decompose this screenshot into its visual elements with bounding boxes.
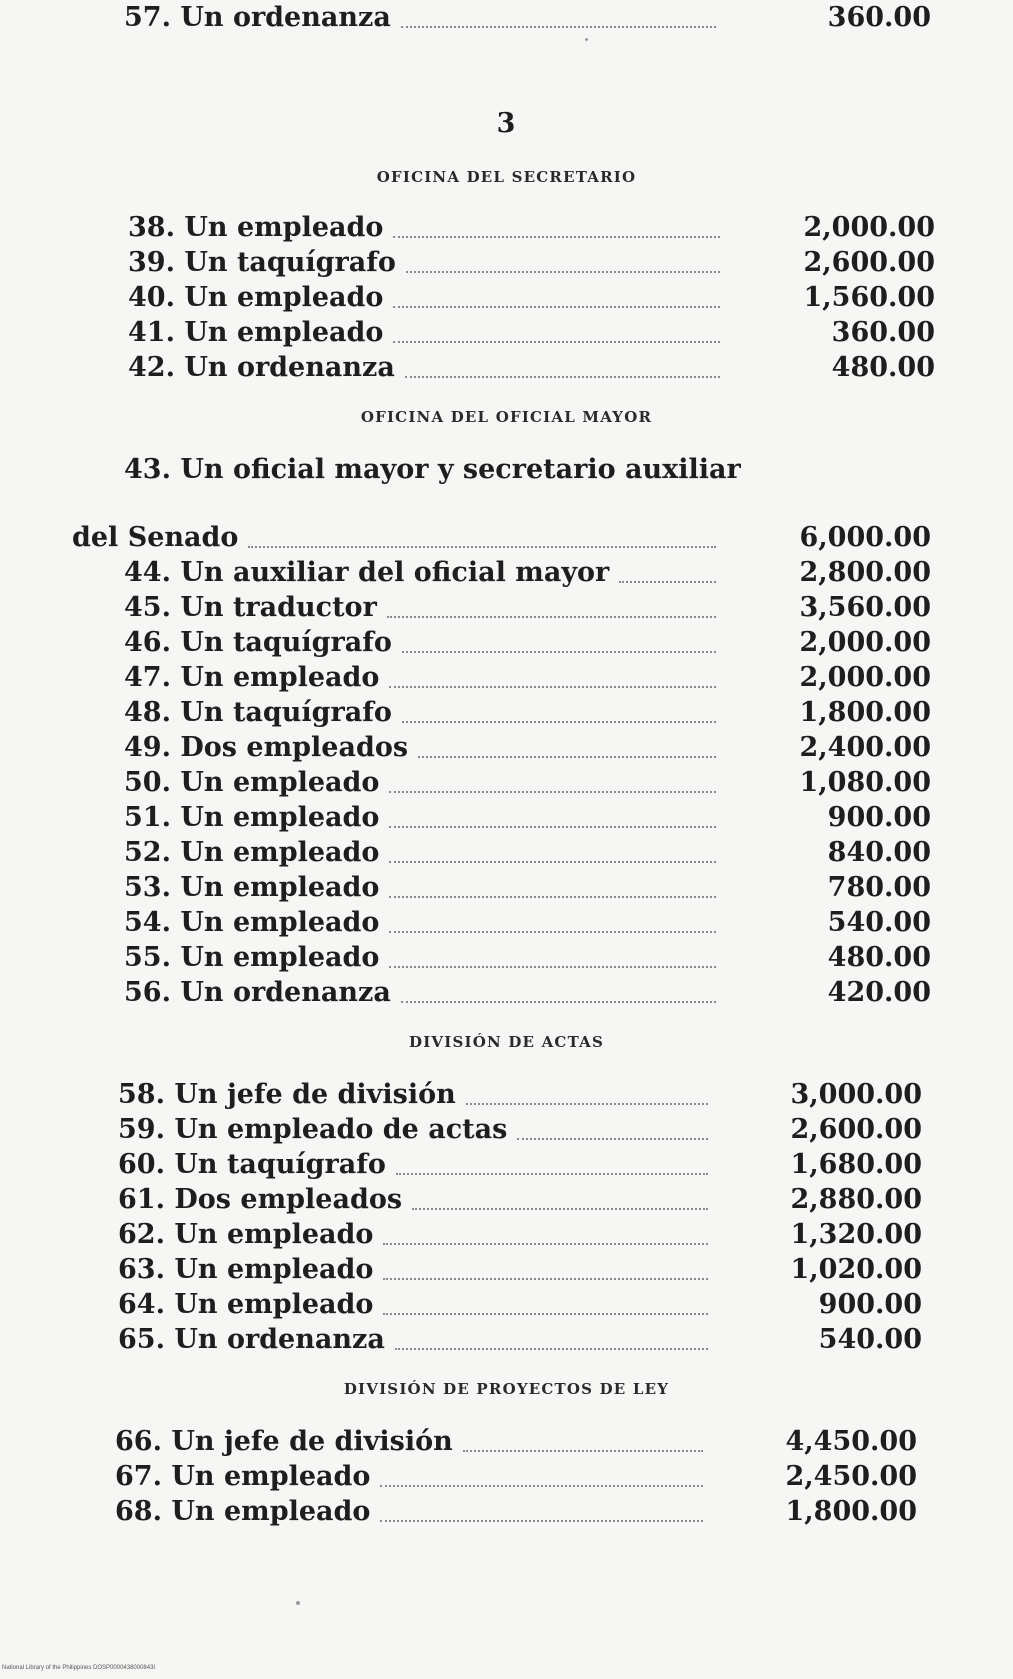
section-heading: OFICINA DEL SECRETARIO <box>376 168 637 186</box>
line-item <box>0 245 1013 280</box>
dot-leader <box>395 1348 708 1350</box>
line-item <box>0 975 1013 1010</box>
line-item-label: 45. Un traductor <box>124 592 377 623</box>
line-item-amount: 1,080.00 <box>799 767 931 798</box>
line-item-amount: 2,800.00 <box>799 557 931 588</box>
line-item <box>0 1494 1013 1529</box>
line-item <box>0 1424 1013 1459</box>
line-item <box>0 555 1013 590</box>
line-item-amount: 2,600.00 <box>790 1114 922 1145</box>
line-item-amount: 360.00 <box>831 317 935 348</box>
line-item <box>0 1287 1013 1322</box>
page-number: 3 <box>496 108 517 139</box>
line-item <box>0 940 1013 975</box>
line-item-amount: 2,880.00 <box>790 1184 922 1215</box>
line-item-label: 39. Un taquígrafo <box>128 247 396 278</box>
dot-leader <box>380 1485 703 1487</box>
line-item <box>0 905 1013 940</box>
line-item <box>0 0 1013 35</box>
library-watermark: National Library of the Philippines DOSP0000438000843I <box>2 1665 156 1671</box>
line-item-continuation <box>0 520 1013 555</box>
line-item-label: 57. Un ordenanza <box>124 2 391 33</box>
line-item <box>0 660 1013 695</box>
line-item-amount: 6,000.00 <box>799 522 931 553</box>
line-item-amount: 1,320.00 <box>790 1219 922 1250</box>
line-item-amount: 420.00 <box>827 977 931 1008</box>
line-item <box>0 730 1013 765</box>
line-item-label: 59. Un empleado de actas <box>118 1114 508 1145</box>
dot-leader <box>383 1278 708 1280</box>
line-item-amount: 3,560.00 <box>799 592 931 623</box>
line-item <box>0 452 1013 487</box>
section-heading: DIVISIÓN DE PROYECTOS DE LEY <box>343 1380 670 1398</box>
line-item <box>0 1252 1013 1287</box>
line-item-amount: 1,560.00 <box>803 282 935 313</box>
dot-leader <box>402 651 716 653</box>
line-item-amount: 2,000.00 <box>799 662 931 693</box>
line-item-amount: 480.00 <box>827 942 931 973</box>
line-item <box>0 1112 1013 1147</box>
line-item <box>0 210 1013 245</box>
line-item-label: 53. Un empleado <box>124 872 380 903</box>
line-item-amount: 1,680.00 <box>790 1149 922 1180</box>
line-item-label: 65. Un ordenanza <box>118 1324 385 1355</box>
dot-leader <box>393 236 720 238</box>
section-heading: DIVISIÓN DE ACTAS <box>409 1033 604 1051</box>
line-item-label: 40. Un empleado <box>128 282 384 313</box>
dot-leader <box>389 686 716 688</box>
dot-leader <box>393 306 720 308</box>
line-item <box>0 280 1013 315</box>
line-item-label: 51. Un empleado <box>124 802 380 833</box>
dot-leader <box>406 271 720 273</box>
dot-leader <box>389 966 716 968</box>
line-item-amount: 900.00 <box>827 802 931 833</box>
line-item-label: 38. Un empleado <box>128 212 384 243</box>
dot-leader <box>396 1173 708 1175</box>
line-item-label: 47. Un empleado <box>124 662 380 693</box>
line-item-label: 49. Dos empleados <box>124 732 409 763</box>
dot-leader <box>248 546 716 548</box>
dot-leader <box>389 931 716 933</box>
line-item-label: 61. Dos empleados <box>118 1184 403 1215</box>
line-item-label: 44. Un auxiliar del oficial mayor <box>124 557 610 588</box>
line-item-label: 52. Un empleado <box>124 837 380 868</box>
line-item <box>0 315 1013 350</box>
dot-leader <box>412 1208 708 1210</box>
dot-leader <box>517 1138 708 1140</box>
dot-leader <box>466 1103 708 1105</box>
line-item-amount: 840.00 <box>827 837 931 868</box>
line-item-label: 50. Un empleado <box>124 767 380 798</box>
line-item-amount: 1,020.00 <box>790 1254 922 1285</box>
line-item-label: 63. Un empleado <box>118 1254 374 1285</box>
line-item-label: 64. Un empleado <box>118 1289 374 1320</box>
line-item-label: 67. Un empleado <box>115 1461 371 1492</box>
paper-speck <box>296 1601 300 1605</box>
paper-speck <box>585 38 588 41</box>
line-item-amount: 2,450.00 <box>785 1461 917 1492</box>
line-item-label: 60. Un taquígrafo <box>118 1149 386 1180</box>
dot-leader <box>405 376 720 378</box>
line-item-amount: 780.00 <box>827 872 931 903</box>
dot-leader <box>387 616 716 618</box>
line-item-amount: 900.00 <box>818 1289 922 1320</box>
section-heading: OFICINA DEL OFICIAL MAYOR <box>360 408 653 426</box>
line-item <box>0 1459 1013 1494</box>
line-item <box>0 1322 1013 1357</box>
line-item-amount: 1,800.00 <box>785 1496 917 1527</box>
line-item <box>0 695 1013 730</box>
line-item <box>0 1182 1013 1217</box>
line-item-amount: 2,400.00 <box>799 732 931 763</box>
line-item-label: 41. Un empleado <box>128 317 384 348</box>
dot-leader <box>383 1243 708 1245</box>
line-item-label: 66. Un jefe de división <box>115 1426 453 1457</box>
dot-leader <box>619 581 716 583</box>
dot-leader <box>389 896 716 898</box>
line-item <box>0 765 1013 800</box>
dot-leader <box>389 791 716 793</box>
line-item <box>0 1077 1013 1112</box>
line-item <box>0 800 1013 835</box>
line-item <box>0 590 1013 625</box>
line-item-label: 68. Un empleado <box>115 1496 371 1527</box>
line-item-amount: 3,000.00 <box>790 1079 922 1110</box>
line-item-amount: 540.00 <box>818 1324 922 1355</box>
line-item-amount: 1,800.00 <box>799 697 931 728</box>
line-item-label: 42. Un ordenanza <box>128 352 395 383</box>
line-item <box>0 625 1013 660</box>
dot-leader <box>389 861 716 863</box>
line-item-amount: 2,600.00 <box>803 247 935 278</box>
line-item-label: 62. Un empleado <box>118 1219 374 1250</box>
line-item-amount: 4,450.00 <box>785 1426 917 1457</box>
dot-leader <box>380 1520 703 1522</box>
line-item-amount: 540.00 <box>827 907 931 938</box>
line-item-amount: 2,000.00 <box>799 627 931 658</box>
dot-leader <box>402 721 716 723</box>
dot-leader <box>389 826 716 828</box>
dot-leader <box>401 26 716 28</box>
line-item-amount: 480.00 <box>831 352 935 383</box>
line-item-label: 56. Un ordenanza <box>124 977 391 1008</box>
dot-leader <box>383 1313 708 1315</box>
line-item <box>0 350 1013 385</box>
line-item-label: 55. Un empleado <box>124 942 380 973</box>
dot-leader <box>393 341 720 343</box>
line-item-amount: 2,000.00 <box>803 212 935 243</box>
line-item-amount: 360.00 <box>827 2 931 33</box>
line-item-label: 43. Un oficial mayor y secretario auxiliar <box>124 454 741 485</box>
line-item-label: 58. Un jefe de división <box>118 1079 456 1110</box>
line-item-label: 46. Un taquígrafo <box>124 627 392 658</box>
line-item <box>0 1147 1013 1182</box>
dot-leader <box>463 1450 703 1452</box>
line-item <box>0 835 1013 870</box>
line-item-continuation-label: del Senado <box>72 522 239 553</box>
dot-leader <box>418 756 716 758</box>
dot-leader <box>401 1001 716 1003</box>
line-item-label: 54. Un empleado <box>124 907 380 938</box>
line-item <box>0 1217 1013 1252</box>
line-item-label: 48. Un taquígrafo <box>124 697 392 728</box>
line-item <box>0 870 1013 905</box>
